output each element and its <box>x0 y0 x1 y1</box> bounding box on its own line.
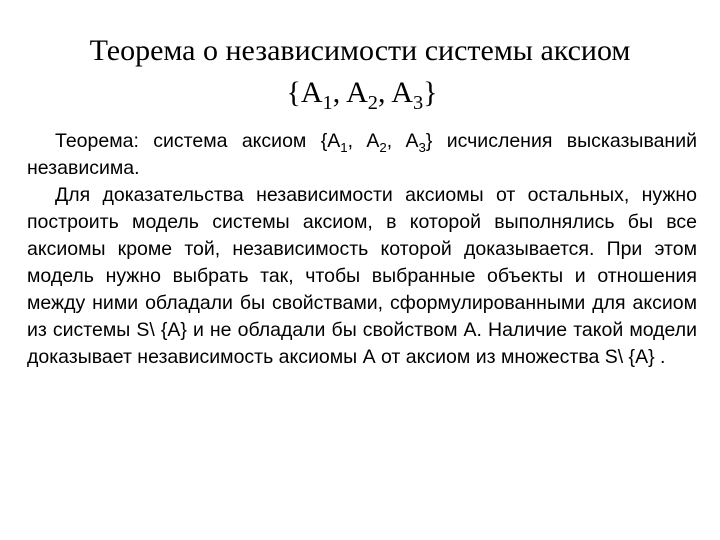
title-brace-open: { <box>286 76 301 109</box>
slide-title <box>0 30 720 114</box>
title-subscript-1: 1 <box>322 92 333 114</box>
theorem-sep-1: , A <box>347 130 380 152</box>
proof-method-paragraph: Для доказательства независимости аксиомы от остальных, нужно построить модель системы аксиом, в которой выполнялись бы все аксиомы кроме той, независимость которой доказывается. При этом модель нужно выбрать так, чтобы выбранные объекты и отношения между ними обладали бы свойствами, сформулированными для аксиом из системы S\ {A} и не обладали бы свойством А. Наличие такой модели доказывает независимость аксиомы А от аксиом из множества S\ {A} . <box>27 184 697 368</box>
title-subscript-3: 3 <box>412 92 424 114</box>
title-line-1: Теорема о независимости системы аксиом <box>89 34 631 67</box>
theorem-subscript-3: 3 <box>418 139 426 155</box>
theorem-sep-2: , A <box>386 130 419 152</box>
slide-body <box>27 128 697 371</box>
theorem-suffix: } исчисления высказываний независима. <box>27 130 697 179</box>
theorem-subscript-1: 1 <box>340 139 348 155</box>
theorem-subscript-2: 2 <box>379 139 387 155</box>
title-axiom-a3: , A <box>377 76 413 109</box>
theorem-prefix: Теорема: система аксиом {A <box>55 130 341 152</box>
title-axiom-a1: A <box>300 76 323 109</box>
title-axiom-a2: , A <box>332 76 368 109</box>
title-subscript-2: 2 <box>367 92 378 114</box>
theorem-paragraph <box>27 128 697 182</box>
title-line-2 <box>4 72 720 114</box>
title-brace-close: } <box>423 76 438 109</box>
